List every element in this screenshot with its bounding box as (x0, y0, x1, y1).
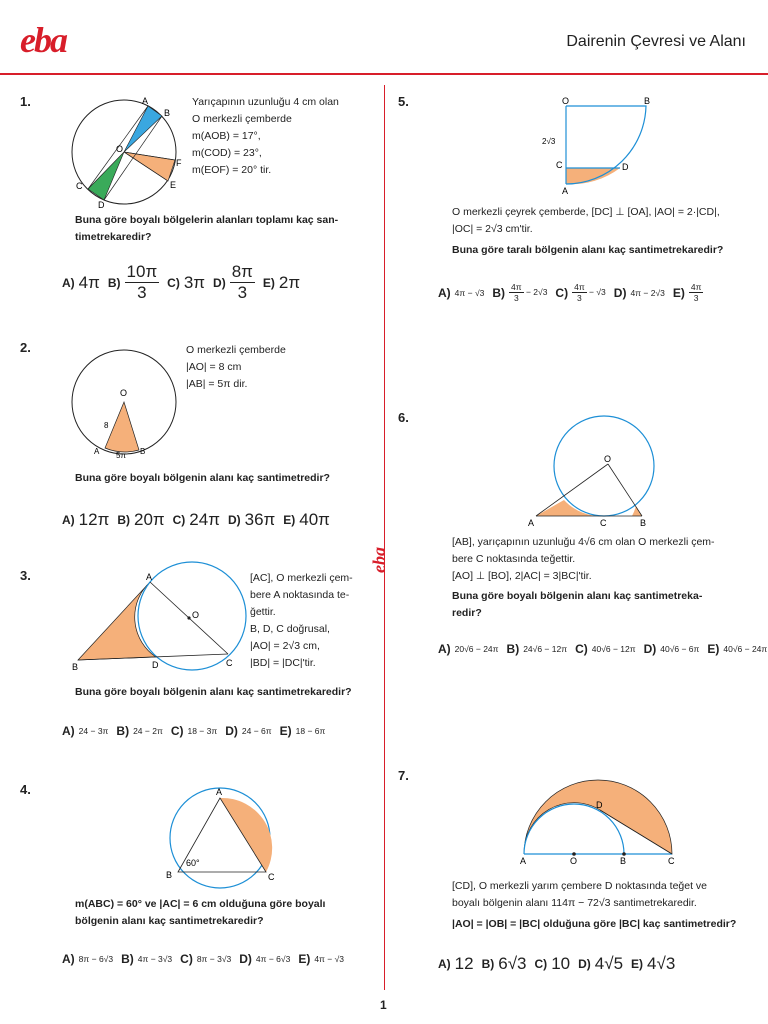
q5-info: O merkezli çeyrek çemberde, [DC] ⊥ [OA], |AO| = 2·|CD|, |OC| = 2√3 cm'tir. (452, 206, 720, 235)
question-number: 1. (20, 94, 31, 109)
svg-text:D: D (596, 800, 603, 810)
svg-text:O: O (120, 388, 128, 398)
q2-figure (72, 346, 182, 461)
svg-text:B: B (140, 447, 146, 456)
q5-question: Buna göre taralı bölgenin alanı kaç santimetrekaredir? (452, 244, 724, 256)
svg-text:O: O (116, 144, 124, 154)
question-number: 3. (20, 568, 31, 583)
q3-figure (70, 572, 250, 672)
svg-text:O: O (604, 454, 612, 464)
svg-text:E: E (170, 180, 177, 190)
svg-text:O: O (562, 96, 570, 106)
svg-text:8: 8 (104, 421, 109, 430)
q7-figure (516, 778, 686, 868)
svg-text:C: C (600, 518, 607, 528)
q4-question: m(ABC) = 60° ve |AC| = 6 cm olduğuna göre boyalı bölgenin alanı kaç santimetrekaredir? (75, 898, 326, 927)
svg-text:C: C (268, 872, 275, 882)
svg-text:F: F (176, 158, 182, 168)
svg-text:B: B (644, 96, 651, 106)
q6-figure (524, 420, 674, 530)
q7-info: [CD], O merkezli yarım çembere D noktasında teğet ve boyalı bölgenin alanı 114π − 72√3 santimetrekaredir. (452, 880, 708, 909)
svg-text:A: A (94, 447, 100, 456)
question-number: 2. (20, 340, 31, 355)
q2-options: A) 12π B) 20π C) 24π D) 36π E) 40π (62, 510, 330, 529)
q1-question: Buna göre boyalı bölgelerin alanları toplamı kaç san- timetrekaredir? (75, 214, 339, 243)
q3-options: A) 24 − 3π B) 24 − 2π C) 18 − 3π D) 24 − 6π E) 18 − 6π (62, 724, 326, 738)
q7-options: A) 12 B) 6√3 C) 10 D) 4√5 E) 4√3 (438, 954, 676, 973)
svg-text:B: B (72, 662, 79, 672)
svg-text:A: A (216, 787, 223, 797)
svg-text:2√3: 2√3 (542, 137, 556, 146)
svg-text:A: A (520, 856, 527, 866)
svg-text:O: O (570, 856, 578, 866)
column-divider (384, 85, 385, 990)
q1-info: Yarıçapının uzunluğu 4 cm olan O merkezli çemberde m(AOB) = 17°, m(COD) = 23°, m(EOF) = 20° tir. (192, 96, 339, 176)
svg-text:A: A (142, 96, 149, 106)
q4-options: A) 8π − 6√3 B) 4π − 3√3 C) 8π − 3√3 D) 4π − 6√3 E) 4π − √3 (62, 952, 344, 966)
question-number: 7. (398, 768, 409, 783)
q6-question: Buna göre boyalı bölgenin alanı kaç santimetreka- redir? (452, 590, 703, 619)
svg-text:A: A (562, 186, 569, 196)
svg-text:O: O (192, 610, 200, 620)
svg-text:B: B (164, 108, 171, 118)
svg-text:B: B (640, 518, 647, 528)
svg-text:60°: 60° (186, 858, 200, 868)
q5-figure (540, 96, 660, 196)
q2-info: O merkezli çemberde |AO| = 8 cm |AB| = 5π dir. (186, 344, 286, 390)
q6-options: A) 20√6 − 24π B) 24√6 − 12π C) 40√6 − 12π D) 40√6 − 6π E) 40√6 − 24π (438, 642, 768, 656)
q1-figure (70, 96, 190, 208)
svg-text:C: C (226, 658, 233, 668)
q4-figure (164, 786, 284, 886)
svg-text:D: D (98, 200, 105, 210)
header-divider (0, 73, 768, 75)
svg-text:B: B (620, 856, 627, 866)
q7-question: |AO| = |OB| = |BC| olduğuna göre |BC| kaç santimetredir? (452, 918, 737, 930)
svg-text:5π: 5π (116, 451, 126, 460)
question-number: 5. (398, 94, 409, 109)
svg-text:D: D (152, 660, 159, 670)
question-number: 6. (398, 410, 409, 425)
document-title: Dairenin Çevresi ve Alanı (566, 33, 746, 50)
q6-info: [AB], yarıçapının uzunluğu 4√6 cm olan O merkezli çem- bere C noktasında teğettir. [AO] ⊥ [BO], 2|AC| = 3|BC|'tir. (452, 536, 715, 582)
svg-text:B: B (166, 870, 173, 880)
svg-text:D: D (622, 162, 629, 172)
page-number: 1 (380, 998, 387, 1012)
svg-text:A: A (146, 572, 153, 582)
q1-options: A) 4π B) $\frac{10\pi}{3}$ C) 3π D) $\frac{8\pi}{3}$ E) 2π (62, 262, 301, 302)
q3-info: [AC], O merkezli çem- bere A noktasında te- ğettir. B, D, C doğrusal, |AO| = 2√3 cm, |BD| = |DC|'tir. (250, 572, 353, 669)
svg-text:A: A (528, 518, 535, 528)
eba-logo: eba (20, 20, 66, 60)
svg-text:C: C (76, 181, 83, 191)
svg-text:eba: eba (369, 547, 389, 573)
svg-text:C: C (556, 160, 563, 170)
q5-options: A) 4π − √3 B) $\frac{4\pi}{3}$ − 2√3 C) $\frac{4\pi}{3}$ − √3 D) 4π − 2√3 E) $\frac{4\pi}{3}$ (438, 282, 702, 303)
svg-text:C: C (668, 856, 675, 866)
q3-question: Buna göre boyalı bölgenin alanı kaç santimetrekaredir? (75, 686, 352, 698)
q2-question: Buna göre boyalı bölgenin alanı kaç santimetredir? (75, 472, 330, 484)
question-number: 4. (20, 782, 31, 797)
